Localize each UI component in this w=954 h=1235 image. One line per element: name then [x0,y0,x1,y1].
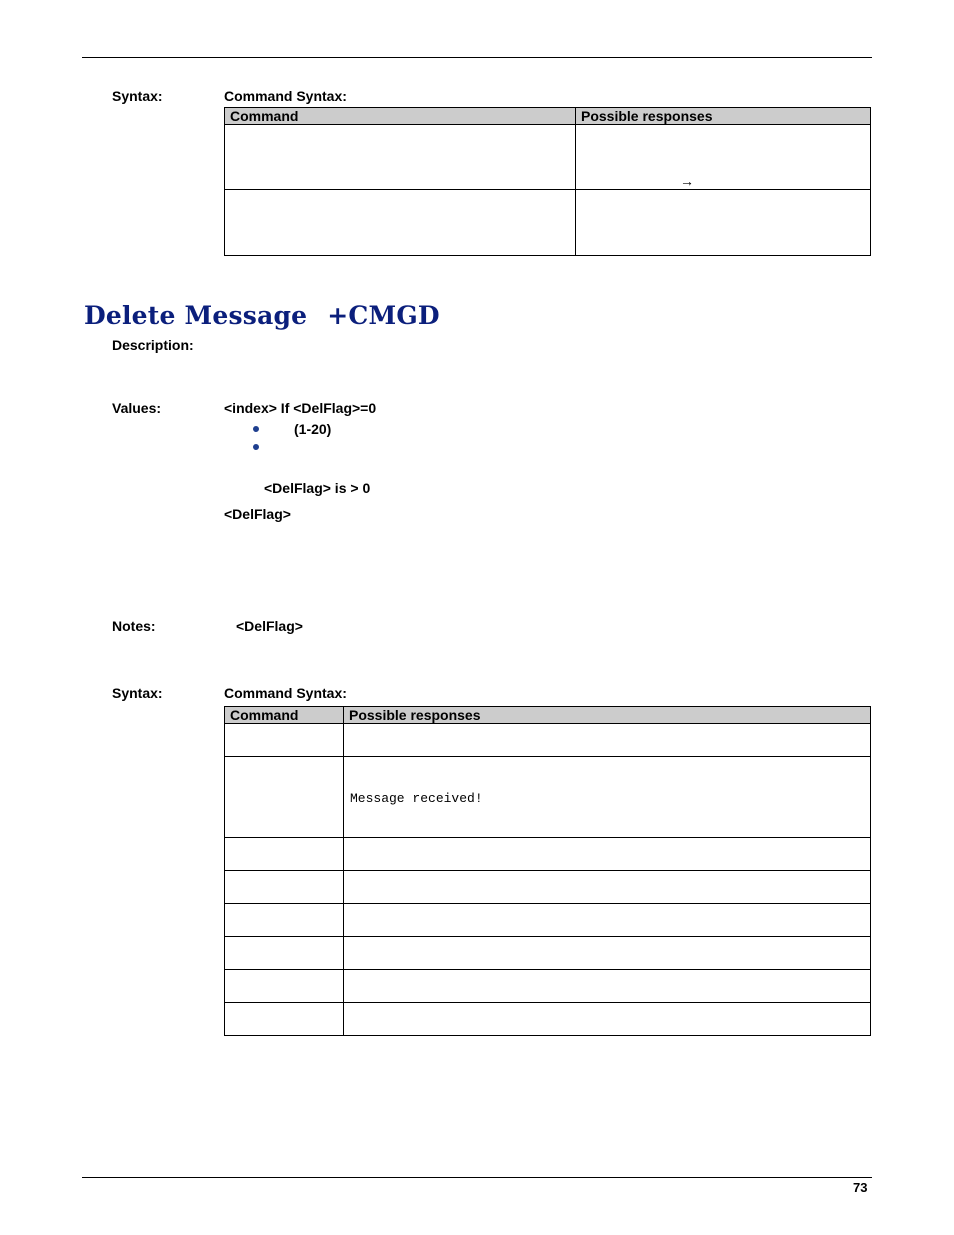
column-header-responses: Possible responses [576,108,871,125]
bullet-icon [253,426,259,432]
command-syntax-label: Command Syntax: [224,88,347,104]
response-cell [344,757,871,838]
bullet-icon [253,444,259,450]
description-label: Description: [112,337,194,353]
table-row [225,125,871,190]
notes-label: Notes: [112,618,156,634]
column-header-command: Command [225,707,344,724]
command-cell [225,1003,344,1036]
footer-rule [82,1177,872,1178]
response-cell [576,125,871,190]
command-cell [225,757,344,838]
index-range: (1-20) [294,421,332,437]
command-cell [225,838,344,871]
table-row [225,724,871,757]
values-label: Values: [112,400,162,416]
header-rule [82,57,872,58]
notes-delflag: <DelFlag> [236,618,303,634]
command-cell [225,970,344,1003]
command-syntax-table-2 [224,706,871,1036]
delflag-greater-line: <DelFlag> is > 0 [264,480,371,496]
table-row [225,904,871,937]
response-cell [344,970,871,1003]
delflag-label: <DelFlag> [224,506,291,522]
command-cell [225,904,344,937]
command-syntax-table-1 [224,107,871,256]
command-cell [225,871,344,904]
page-number: 73 [853,1180,868,1195]
command-cell [225,190,576,256]
command-cell [225,724,344,757]
table-row [225,190,871,256]
section-title-text: Delete Message [84,301,308,330]
response-text: Message received! [350,790,483,806]
column-header-responses: Possible responses [344,707,871,724]
table-row [225,871,871,904]
response-cell [576,190,871,256]
syntax-label: Syntax: [112,88,163,104]
response-cell [344,937,871,970]
index-line: <index> If <DelFlag>=0 [224,400,377,416]
response-cell [344,838,871,871]
table-row [225,970,871,1003]
column-header-command: Command [225,108,576,125]
table-row [225,1003,871,1036]
command-cell [225,937,344,970]
table-row [225,838,871,871]
response-cell [344,1003,871,1036]
command-syntax-label-2: Command Syntax: [224,685,347,701]
table-row [225,757,871,838]
table-row [225,937,871,970]
response-cell [344,724,871,757]
response-cell [344,871,871,904]
syntax-label-2: Syntax: [112,685,163,701]
section-title [84,301,440,330]
response-cell [344,904,871,937]
section-command: +CMGD [327,301,440,330]
command-cell [225,125,576,190]
right-arrow-icon: → [680,173,694,189]
